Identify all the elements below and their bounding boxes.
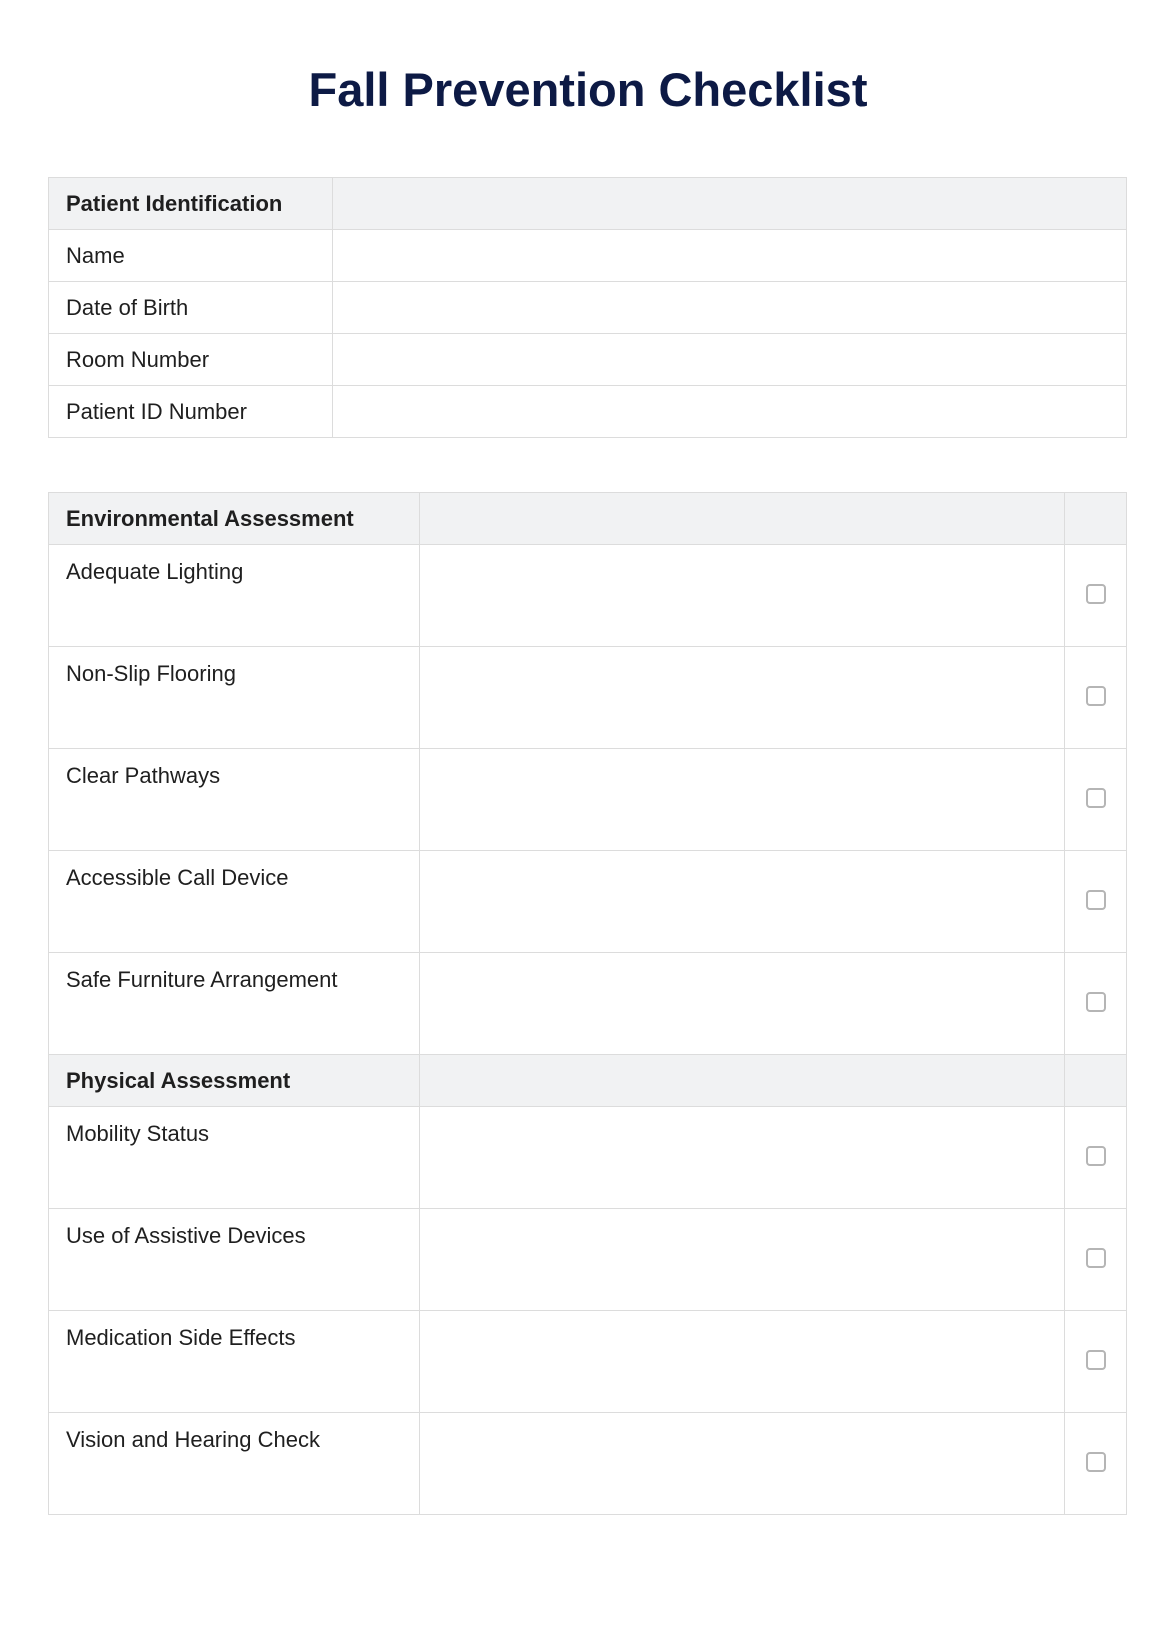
checkbox[interactable] <box>1086 992 1106 1012</box>
checkbox[interactable] <box>1086 788 1106 808</box>
checkbox[interactable] <box>1086 1350 1106 1370</box>
table-row <box>49 230 1127 282</box>
section-header <box>49 178 1127 230</box>
name-field[interactable] <box>333 230 1127 282</box>
table-row <box>49 1107 1127 1209</box>
item-label: Mobility Status <box>49 1107 420 1209</box>
item-label: Accessible Call Device <box>49 851 420 953</box>
table-row <box>49 647 1127 749</box>
checkbox[interactable] <box>1086 584 1106 604</box>
table-row <box>49 1311 1127 1413</box>
table-row <box>49 1209 1127 1311</box>
table-row <box>49 851 1127 953</box>
notes-field[interactable] <box>420 1413 1065 1515</box>
patient-id-field[interactable] <box>333 386 1127 438</box>
checkbox[interactable] <box>1086 1248 1106 1268</box>
notes-field[interactable] <box>420 545 1065 647</box>
item-label: Medication Side Effects <box>49 1311 420 1413</box>
section-header <box>49 493 1127 545</box>
item-label: Safe Furniture Arrangement <box>49 953 420 1055</box>
notes-field[interactable] <box>420 1311 1065 1413</box>
table-row <box>49 545 1127 647</box>
notes-field[interactable] <box>420 1209 1065 1311</box>
notes-field[interactable] <box>420 749 1065 851</box>
page-title: Fall Prevention Checklist <box>308 63 868 116</box>
field-label: Patient ID Number <box>49 386 333 438</box>
table-row <box>49 386 1127 438</box>
section-title: Environmental Assessment <box>49 493 420 545</box>
table-row <box>49 953 1127 1055</box>
checkbox[interactable] <box>1086 1452 1106 1472</box>
item-label: Adequate Lighting <box>49 545 420 647</box>
section-title: Physical Assessment <box>49 1055 420 1107</box>
room-number-field[interactable] <box>333 334 1127 386</box>
field-label: Name <box>49 230 333 282</box>
table-row <box>49 282 1127 334</box>
table-row <box>49 749 1127 851</box>
notes-field[interactable] <box>420 647 1065 749</box>
field-label: Date of Birth <box>49 282 333 334</box>
item-label: Vision and Hearing Check <box>49 1413 420 1515</box>
item-label: Non-Slip Flooring <box>49 647 420 749</box>
checkbox[interactable] <box>1086 686 1106 706</box>
field-label: Room Number <box>49 334 333 386</box>
section-title: Patient Identification <box>49 178 333 230</box>
patient-identification-table <box>48 177 1127 438</box>
item-label: Clear Pathways <box>49 749 420 851</box>
notes-field[interactable] <box>420 953 1065 1055</box>
date-of-birth-field[interactable] <box>333 282 1127 334</box>
notes-field[interactable] <box>420 1107 1065 1209</box>
item-label: Use of Assistive Devices <box>49 1209 420 1311</box>
checkbox[interactable] <box>1086 890 1106 910</box>
notes-field[interactable] <box>420 851 1065 953</box>
checkbox[interactable] <box>1086 1146 1106 1166</box>
section-header <box>49 1055 1127 1107</box>
assessment-table <box>48 492 1127 1515</box>
table-row <box>49 334 1127 386</box>
table-row <box>49 1413 1127 1515</box>
